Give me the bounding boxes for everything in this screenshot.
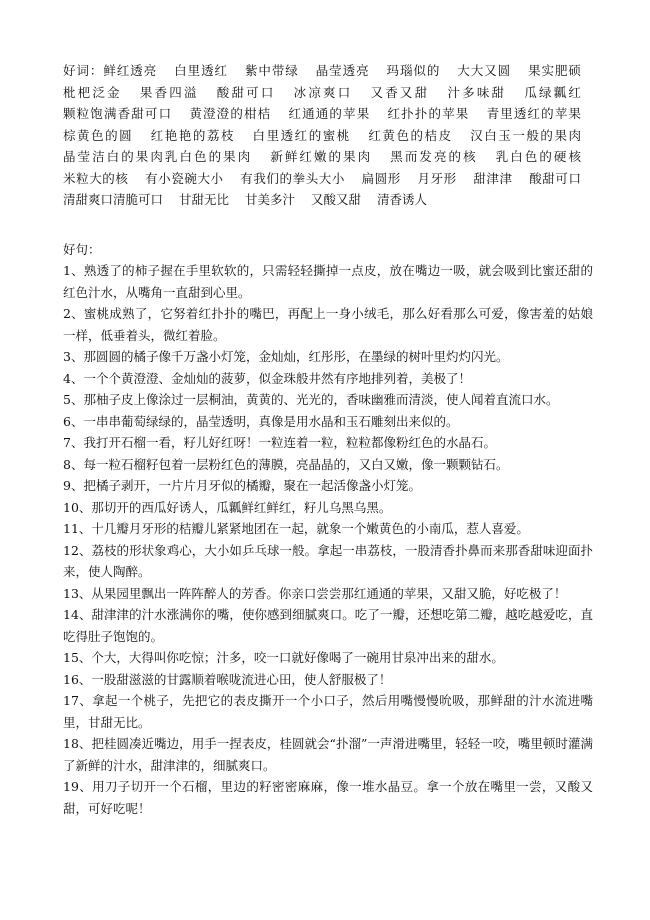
good-word: 汁多味甜 [447,84,507,100]
good-word: 甜津津 [473,170,513,186]
good-word: 白里透红 [174,63,228,78]
good-words-paragraph [63,60,593,211]
sentence-item: 4、一个个黄澄澄、金灿灿的菠萝，似金珠般井然有序地排列着，美极了！ [63,370,471,386]
good-word: 果实肥硕 [528,63,581,78]
good-sentences-list [63,260,593,819]
good-word: 青里透红的苹果 [486,106,581,121]
good-word: 红艳艳的荔枝 [150,127,236,143]
sentence-item: 17、拿起一个桃子，先把它的表皮撕开一个小口子，然后用嘴慢慢吮吸，那鲜甜的汁水流进嘴里，甘甜无比。 [63,693,593,730]
good-word: 黑而发亮的核 [390,149,478,164]
good-word: 酸甜可口 [529,170,581,186]
good-word: 甘美多汁 [245,192,296,207]
good-word: 红通通的苹果 [288,106,371,121]
good-words-list [63,63,593,207]
good-word: 晶莹洁白的果肉乳白色的果肉 [63,149,253,164]
good-word: 颗粒饱满香甜可口 [63,106,173,121]
sentence-item: 19、用刀子切开一个石榴，里边的籽密密麻麻，像一堆水晶豆。拿一个放在嘴里一尝，又酸又甜，可好吃呢！ [63,779,593,816]
sentence-item: 14、甜津津的汁水涨满你的嘴，使你感到细腻爽口。吃了一瓣，还想吃第二瓣，越吃越爱吃，直吃得肚子饱饱的。 [63,607,593,644]
good-word: 新鲜红嫩的果肉 [270,149,373,164]
good-word: 红扑扑的苹果 [387,106,470,121]
sentence-item: 11、十几瓣月牙形的桔瓣儿紧紧地团在一起，就象一个嫩黄色的小南瓜，惹人喜爱。 [63,521,529,536]
sentence-item: 15、个大，大得叫你吃惊；汁多，咬一口就好像喝了一碗用甘泉冲出来的甜水。 [63,650,504,665]
good-sentences-heading: 好句： [63,241,101,257]
good-word: 瓜绿瓤红 [524,84,581,100]
good-word: 冰凉爽口 [293,84,353,100]
good-word: 乳白色的硬核 [495,149,581,164]
good-word: 扁圆形 [361,170,401,186]
document-page [63,60,593,819]
sentence-item: 9、把橘子剥开，一片片月牙似的橘瓣，聚在一起活像盏小灯笼。 [63,478,421,493]
good-word: 枇杷泛金 [63,84,122,100]
good-words-heading: 好词： [63,63,104,78]
sentence-item: 10、那切开的西瓜好诱人，瓜瓤鲜红鲜红，籽儿乌黑乌黑。 [63,499,392,515]
good-word: 甘甜无比 [179,192,230,207]
sentence-item: 6、一串串葡萄绿绿的，晶莹透明，真像是用水晶和玉石雕刻出来似的。 [63,413,459,429]
good-word: 酸甜可口 [216,84,276,100]
sentence-item: 1、熟透了的柿子握在手里软软的，只需轻轻撕掉一点皮，放在嘴边一吸，就会吸到比蜜还甜的红色汁水，从嘴角一直甜到心里。 [63,263,593,300]
good-word: 清香诱人 [377,192,428,207]
good-word: 白里透红的蜜桃 [252,127,351,143]
sentence-item: 18、把桂圆凑近嘴边，用手一捏表皮，桂圆就会“扑溜”一声滑进嘴里，轻轻一咬，嘴里顿时灌满了新鲜的汁水，甜津津的，细腻爽口。 [63,736,593,773]
good-word: 又香又甜 [370,84,430,100]
good-word: 紫中带绿 [244,63,299,78]
sentence-item: 2、蜜桃成熟了，它努着红扑扑的嘴巴，再配上一身小绒毛，那么好看那么可爱，像害羞的姑娘一样，低垂着头，微红着脸。 [63,306,593,343]
good-word: 鲜红透亮 [103,63,158,78]
good-word: 有我们的拳头大小 [240,170,345,186]
good-word: 有小瓷碗大小 [145,170,224,186]
good-word: 米粒大的核 [63,170,129,186]
sentence-item: 5、那柚子皮上像涂过一层桐油，黄黄的、光光的，香味幽雅而清淡，使人闻着直流口水。 [63,392,559,407]
good-word: 棕黄色的圆 [63,127,134,143]
sentence-item: 16、一股甜滋滋的甘露顺着喉咙流进心田，使人舒服极了！ [63,671,392,687]
sentence-item: 8、每一粒石榴籽包着一层粉红色的薄膜，亮晶晶的，又白又嫩，像一颗颗钻石。 [63,456,509,472]
good-word: 大大又圆 [457,63,512,78]
sentence-item: 13、从果园里飘出一阵阵醉人的芳香。你亲口尝尝那红通通的苹果，又甜又脆，好吃极了！ [63,585,567,601]
sentence-item: 7、我打开石榴一看，籽儿好红呀！一粒连着一粒，粒粒都像粉红色的水晶石。 [63,435,496,450]
good-word: 月牙形 [417,170,457,186]
sentence-item: 3、那圆圆的橘子像千万盏小灯笼，金灿灿，红彤彤，在墨绿的树叶里灼灼闪光。 [63,349,509,364]
good-word: 果香四溢 [139,84,199,100]
good-word: 清甜爽口清脆可口 [63,192,164,207]
good-word: 汉白玉一般的果肉 [470,127,581,143]
good-word: 玛瑙似的 [386,63,441,78]
section-spacer [63,211,593,239]
sentence-item: 12、荔枝的形状象鸡心，大小如乒乓球一般。拿起一串荔枝，一股清香扑鼻而来那香甜味迎面扑来，使人陶醉。 [63,542,593,579]
good-word: 晶莹透亮 [315,63,370,78]
good-word: 红黄色的桔皮 [368,127,453,143]
good-word: 黄澄澄的柑桔 [189,106,272,121]
good-word: 又酸又甜 [311,192,362,207]
